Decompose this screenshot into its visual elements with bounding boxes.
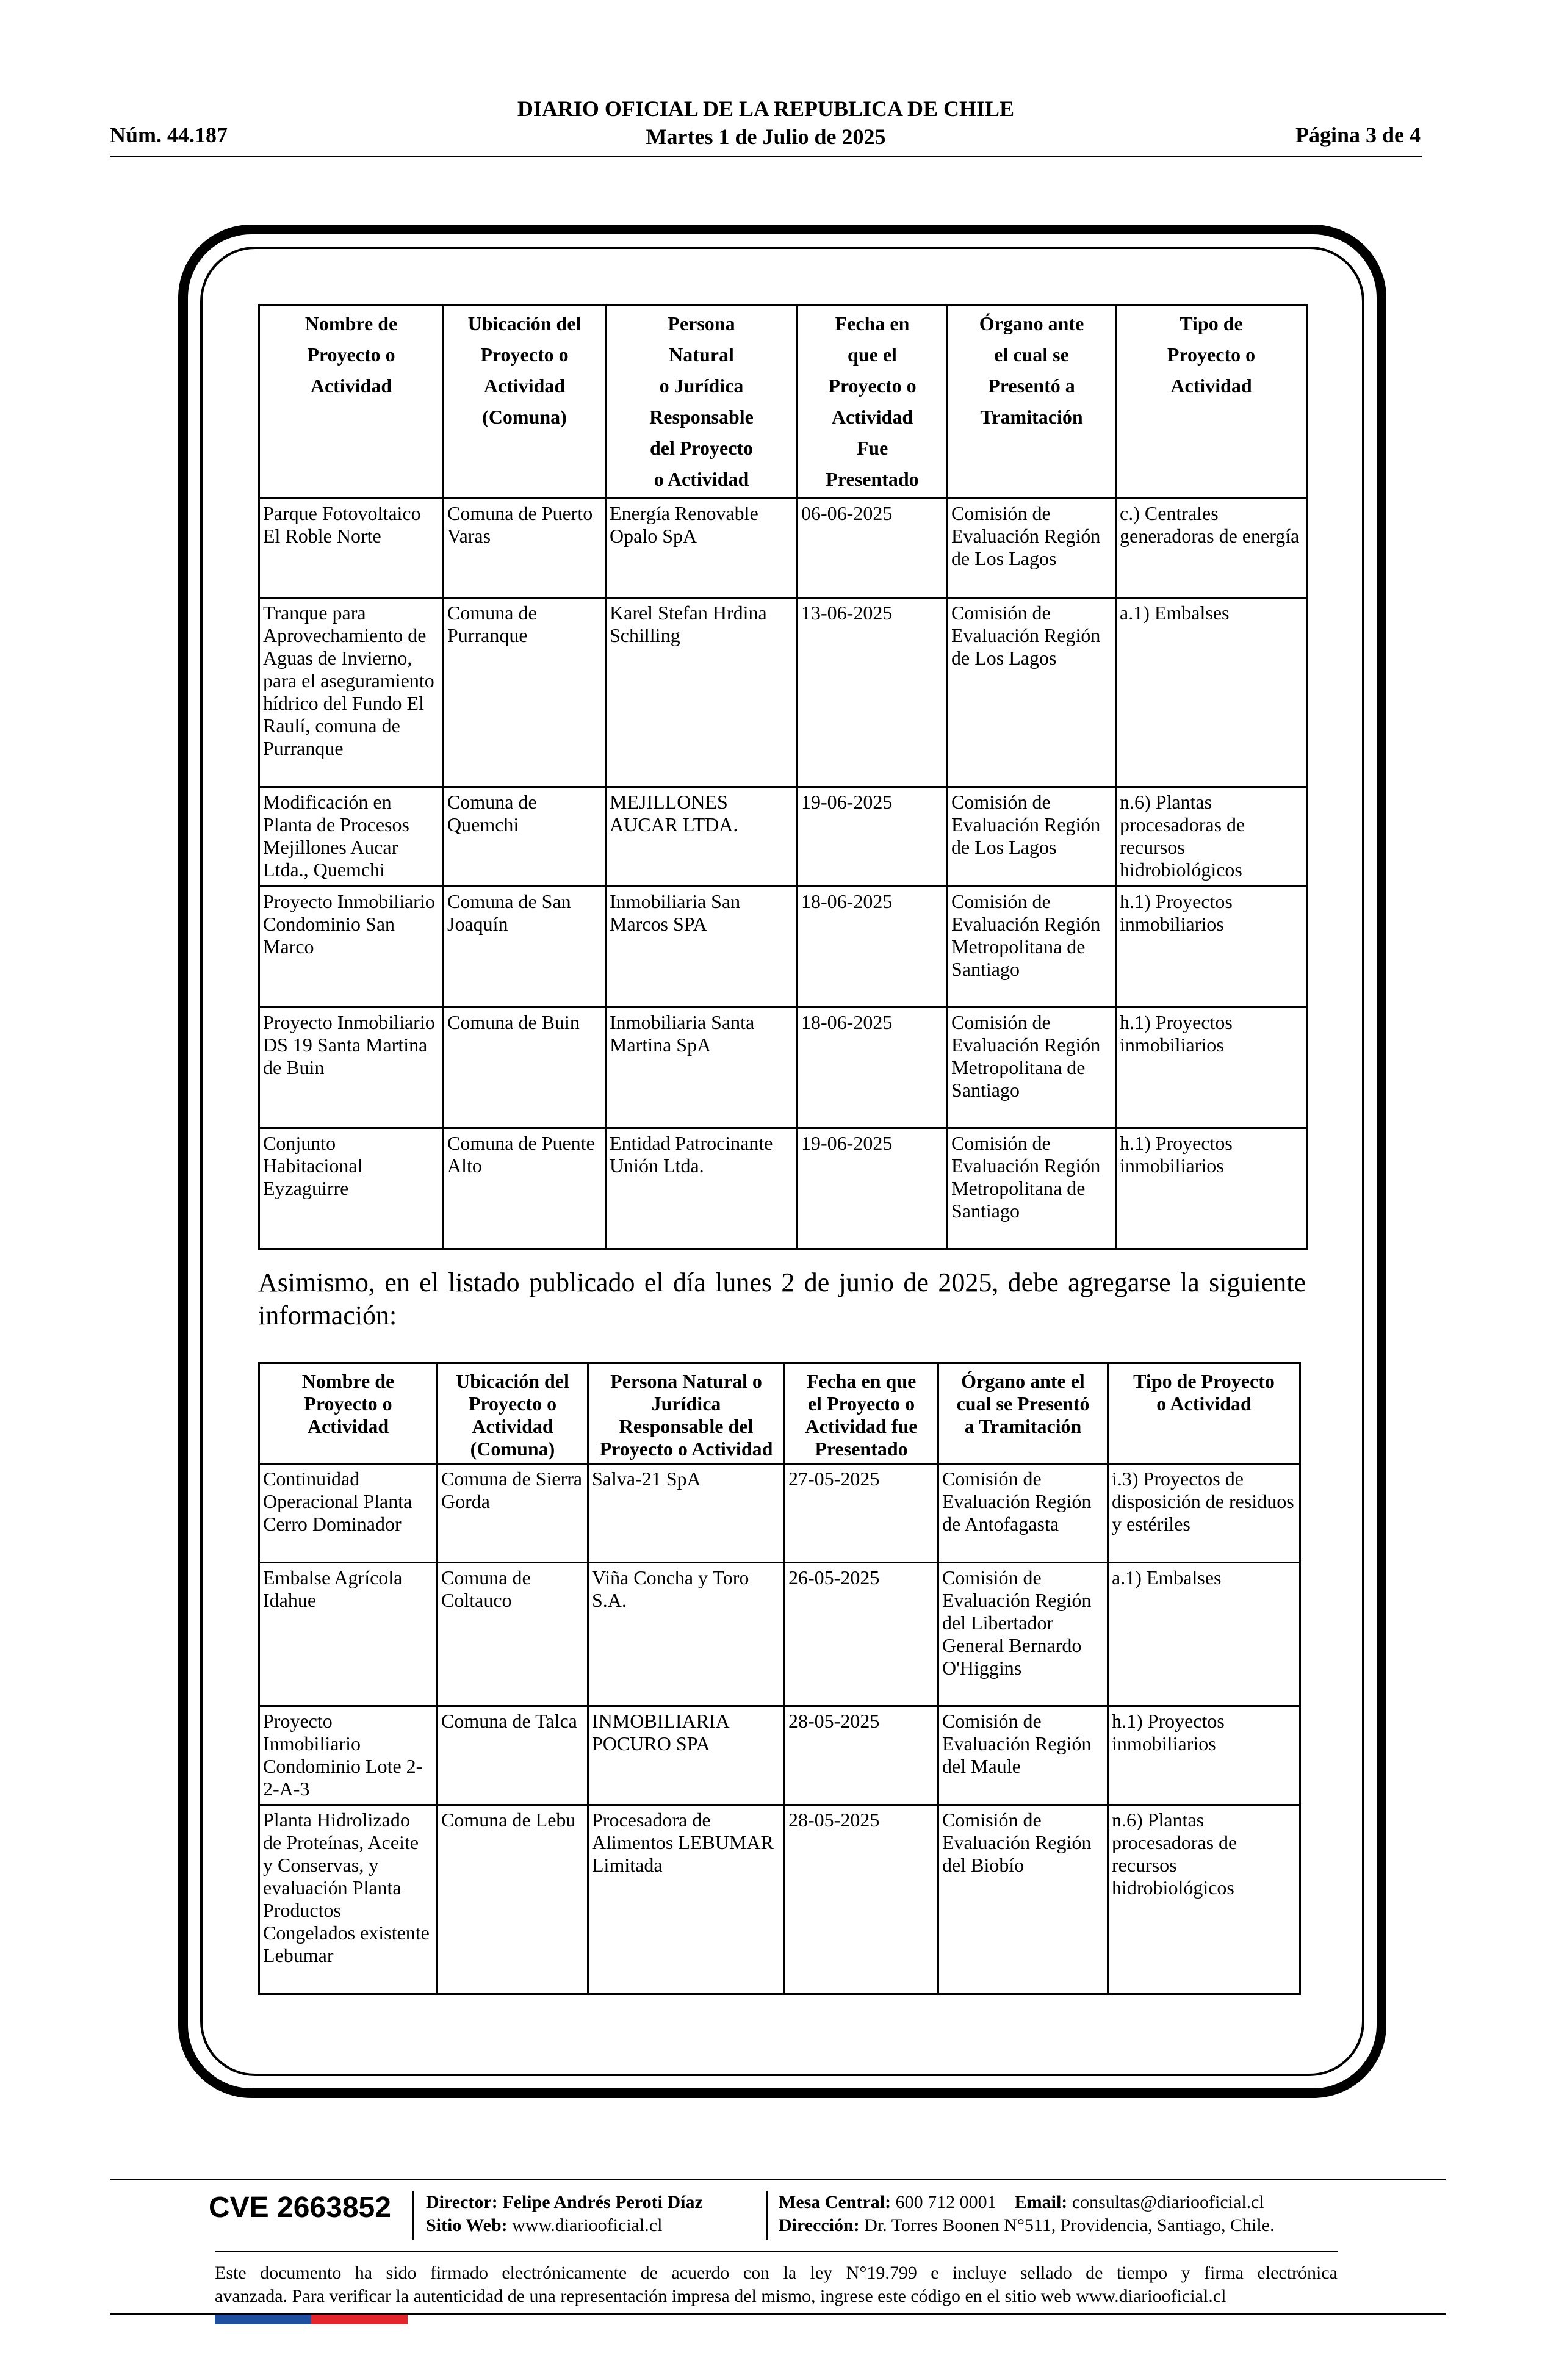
column-header-project-name [259, 1363, 438, 1464]
cell-project-name: Planta Hidrolizado de Proteínas, Aceite y Conservas, y evaluación Planta Productos Congelados existente Lebumar [259, 1805, 438, 1994]
cell-location: Comuna de Buin [444, 1008, 606, 1128]
cell-project-type: a.1) Embalses [1116, 598, 1307, 787]
cell-date: 18-06-2025 [798, 887, 948, 1008]
cell-location: Comuna de Sierra Gorda [438, 1464, 588, 1563]
column-header-line: Actividad [1170, 375, 1252, 397]
footer-director-block [426, 2191, 703, 2237]
cell-date: 27-05-2025 [785, 1464, 938, 1563]
cell-authority: Comisión de Evaluación Región Metropolitana de Santiago [948, 887, 1116, 1008]
column-header-line: Proyecto o [468, 1393, 557, 1415]
cell-authority: Comisión de Evaluación Región de Los Lagos [948, 787, 1116, 887]
cell-project-type: c.) Centrales generadoras de energía [1116, 499, 1307, 598]
cell-project-type: n.6) Plantas procesadoras de recursos hidrobiológicos [1108, 1805, 1300, 1994]
column-header-line: Proyecto o [307, 344, 395, 366]
cell-date: 19-06-2025 [798, 1128, 948, 1249]
cell-project-type: h.1) Proyectos inmobiliarios [1116, 1128, 1307, 1249]
footer-separator [766, 2191, 768, 2240]
column-header-line: el cual se [994, 344, 1069, 366]
cell-responsible: Procesadora de Alimentos LEBUMAR Limitada [588, 1805, 785, 1994]
column-header-line: del Proyecto [649, 437, 754, 459]
column-header-line: o Actividad [654, 468, 749, 490]
cell-location: Comuna de Purranque [444, 598, 606, 787]
column-header-line: Fecha en que [806, 1370, 917, 1392]
cell-location: Comuna de Puerto Varas [444, 499, 606, 598]
table-header-row [259, 305, 1307, 499]
address-text: Dr. Torres Boonen N°511, Providencia, Santiago, Chile. [864, 2215, 1275, 2235]
column-header-line: cual se Presentó [956, 1393, 1090, 1415]
column-header-line: Actividad [472, 1415, 553, 1437]
column-header-line: Presentado [815, 1438, 908, 1460]
cve-code: CVE 2663852 [209, 2191, 391, 2224]
table-row [259, 1563, 1300, 1706]
cell-location: Comuna de Lebu [438, 1805, 588, 1994]
cell-project-name: Conjunto Habitacional Eyzaguirre [259, 1128, 444, 1249]
column-header-line: Jurídica [651, 1393, 721, 1415]
cell-responsible: Viña Concha y Toro S.A. [588, 1563, 785, 1706]
column-header-line: Persona [668, 312, 735, 334]
page-indicator: Página 3 de 4 [1295, 123, 1421, 147]
table-row [259, 1008, 1307, 1128]
projects-table-addendum [258, 1362, 1301, 1995]
footer-contact-block [779, 2191, 1275, 2237]
cell-responsible: Inmobiliaria San Marcos SPA [606, 887, 798, 1008]
column-header-line: Nombre de [304, 312, 398, 334]
publication-date: Martes 1 de Julio de 2025 [646, 124, 886, 149]
footer-divider-middle [215, 2251, 1338, 2252]
cell-location: Comuna de Coltauco [438, 1563, 588, 1706]
cell-authority: Comisión de Evaluación Región del Maule [938, 1706, 1108, 1805]
cell-project-name: Tranque para Aprovechamiento de Aguas de Invierno, para el aseguramiento hídrico del Fundo El Raulí, comuna de Purranque [259, 598, 444, 787]
table-row [259, 598, 1307, 787]
flag-stripe-blue [215, 2315, 311, 2324]
cell-location: Comuna de Puente Alto [444, 1128, 606, 1249]
column-header-authority [948, 305, 1116, 499]
footer-separator [412, 2191, 414, 2240]
column-header-line: Proyecto o [304, 1393, 392, 1415]
cell-authority: Comisión de Evaluación Región Metropolitana de Santiago [948, 1008, 1116, 1128]
column-header-line: (Comuna) [470, 1438, 555, 1460]
column-header-responsible [606, 305, 798, 499]
table-row [259, 1706, 1300, 1805]
website-label: Sitio Web: [426, 2215, 508, 2235]
cell-project-name: Proyecto Inmobiliario Condominio Lote 2-2-A-3 [259, 1706, 438, 1805]
column-header-line: Presentó a [988, 375, 1075, 397]
column-header-line: o Jurídica [659, 375, 744, 397]
column-header-project-type [1108, 1363, 1300, 1464]
cell-authority: Comisión de Evaluación Región de Los Lagos [948, 499, 1116, 598]
website-link[interactable]: www.diariooficial.cl [512, 2215, 663, 2235]
cell-project-name: Embalse Agrícola Idahue [259, 1563, 438, 1706]
flag-stripe-red [311, 2315, 408, 2324]
header-divider [110, 156, 1422, 157]
cell-project-name: Proyecto Inmobiliario DS 19 Santa Martina de Buin [259, 1008, 444, 1128]
cell-project-name: Modificación en Planta de Procesos Mejillones Aucar Ltda., Quemchi [259, 787, 444, 887]
projects-table-june [258, 304, 1308, 1250]
column-header-location [444, 305, 606, 499]
cell-responsible: Inmobiliaria Santa Martina SpA [606, 1008, 798, 1128]
column-header-line: Tipo de Proyecto [1133, 1370, 1275, 1392]
legal-notice-line-2: avanzada. Para verificar la autenticidad de una representación impresa del mismo, ingrese este código en el sitio web www.diariooficial.cl [215, 2286, 1226, 2306]
column-header-line: (Comuna) [482, 406, 567, 428]
column-header-line: o Actividad [1156, 1393, 1252, 1415]
column-header-line: Ubicación del [456, 1370, 569, 1392]
column-header-authority [938, 1363, 1108, 1464]
phone-label: Mesa Central: [779, 2192, 891, 2212]
column-header-line: a Tramitación [964, 1415, 1082, 1437]
cell-responsible: MEJILLONES AUCAR LTDA. [606, 787, 798, 887]
table-row [259, 499, 1307, 598]
column-header-line: Proyecto o [828, 375, 917, 397]
footer-divider-top [110, 2179, 1446, 2180]
cell-date: 19-06-2025 [798, 787, 948, 887]
cell-project-type: a.1) Embalses [1108, 1563, 1300, 1706]
cell-responsible: Entidad Patrocinante Unión Ltda. [606, 1128, 798, 1249]
column-header-line: Nombre de [301, 1370, 395, 1392]
address-label: Dirección: [779, 2215, 860, 2235]
cell-date: 18-06-2025 [798, 1008, 948, 1128]
column-header-line: Fecha en [835, 312, 910, 334]
column-header-project-type [1116, 305, 1307, 499]
column-header-line: Actividad [310, 375, 392, 397]
column-header-line: Actividad [307, 1415, 389, 1437]
cell-project-type: i.3) Proyectos de disposición de residuos y estériles [1108, 1464, 1300, 1563]
column-header-line: Proyecto o [1167, 344, 1256, 366]
phone-number: 600 712 0001 [895, 2192, 996, 2212]
cell-date: 28-05-2025 [785, 1706, 938, 1805]
table-row [259, 787, 1307, 887]
column-header-line: Proyecto o Actividad [599, 1438, 773, 1460]
email-label: Email: [1014, 2192, 1068, 2212]
table-row [259, 1805, 1300, 1994]
cell-authority: Comisión de Evaluación Región del Libertador General Bernardo O'Higgins [938, 1563, 1108, 1706]
column-header-line: Tramitación [980, 406, 1083, 428]
cell-authority: Comisión de Evaluación Región de Los Lagos [948, 598, 1116, 787]
column-header-line: Actividad [831, 406, 913, 428]
cell-project-name: Parque Fotovoltaico El Roble Norte [259, 499, 444, 598]
cell-responsible: INMOBILIARIA POCURO SPA [588, 1706, 785, 1805]
column-header-date [798, 305, 948, 499]
cell-date: 28-05-2025 [785, 1805, 938, 1994]
cell-authority: Comisión de Evaluación Región Metropolitana de Santiago [948, 1128, 1116, 1249]
cell-authority: Comisión de Evaluación Región del Biobío [938, 1805, 1108, 1994]
cell-project-type: h.1) Proyectos inmobiliarios [1116, 1008, 1307, 1128]
column-header-line: Responsable [649, 406, 754, 428]
cell-location: Comuna de Talca [438, 1706, 588, 1805]
column-header-line: Órgano ante [979, 312, 1084, 334]
cell-project-type: h.1) Proyectos inmobiliarios [1116, 887, 1307, 1008]
column-header-responsible [588, 1363, 785, 1464]
column-header-line: Fue [856, 437, 888, 459]
column-header-line: Responsable del [619, 1415, 754, 1437]
legal-notice [215, 2262, 1338, 2308]
cell-responsible: Salva-21 SpA [588, 1464, 785, 1563]
director-name: Felipe Andrés Peroti Díaz [502, 2192, 703, 2212]
column-header-line: Presentado [826, 468, 919, 490]
column-header-line: que el [848, 344, 897, 366]
cell-project-type: n.6) Plantas procesadoras de recursos hidrobiológicos [1116, 787, 1307, 887]
column-header-line: Ubicación del [467, 312, 582, 334]
column-header-line: Órgano ante el [961, 1370, 1085, 1392]
legal-notice-line-1: Este documento ha sido firmado electrónicamente de acuerdo con la ley N°19.799 e incluye sellado de tiempo y firma electrónica [215, 2263, 1338, 2283]
column-header-line: Actividad fue [805, 1415, 918, 1437]
column-header-line: Tipo de [1180, 312, 1243, 334]
cell-authority: Comisión de Evaluación Región de Antofagasta [938, 1464, 1108, 1563]
cell-date: 26-05-2025 [785, 1563, 938, 1706]
column-header-line: Actividad [483, 375, 566, 397]
cell-project-name: Continuidad Operacional Planta Cerro Dominador [259, 1464, 438, 1563]
column-header-date [785, 1363, 938, 1464]
addendum-paragraph: Asimismo, en el listado publicado el día lunes 2 de junio de 2025, debe agregarse la siguiente información: [258, 1268, 1306, 1330]
cell-responsible: Energía Renovable Opalo SpA [606, 499, 798, 598]
column-header-line: Natural [669, 344, 734, 366]
column-header-location [438, 1363, 588, 1464]
email-link[interactable]: consultas@diariooficial.cl [1072, 2192, 1264, 2212]
cell-date: 06-06-2025 [798, 499, 948, 598]
column-header-line: Persona Natural o [610, 1370, 762, 1392]
director-label: Director: [426, 2192, 498, 2212]
cell-project-name: Proyecto Inmobiliario Condominio San Marco [259, 887, 444, 1008]
table-row [259, 1128, 1307, 1249]
column-header-project-name [259, 305, 444, 499]
cell-project-type: h.1) Proyectos inmobiliarios [1108, 1706, 1300, 1805]
column-header-line: el Proyecto o [807, 1393, 915, 1415]
publication-title: DIARIO OFICIAL DE LA REPUBLICA DE CHILE [517, 96, 1015, 121]
table-row [259, 887, 1307, 1008]
cell-date: 13-06-2025 [798, 598, 948, 787]
table-row [259, 1464, 1300, 1563]
cell-location: Comuna de San Joaquín [444, 887, 606, 1008]
column-header-line: Proyecto o [480, 344, 569, 366]
cell-responsible: Karel Stefan Hrdina Schilling [606, 598, 798, 787]
issue-number: Núm. 44.187 [110, 123, 228, 147]
cell-location: Comuna de Quemchi [444, 787, 606, 887]
table-header-row [259, 1363, 1300, 1464]
